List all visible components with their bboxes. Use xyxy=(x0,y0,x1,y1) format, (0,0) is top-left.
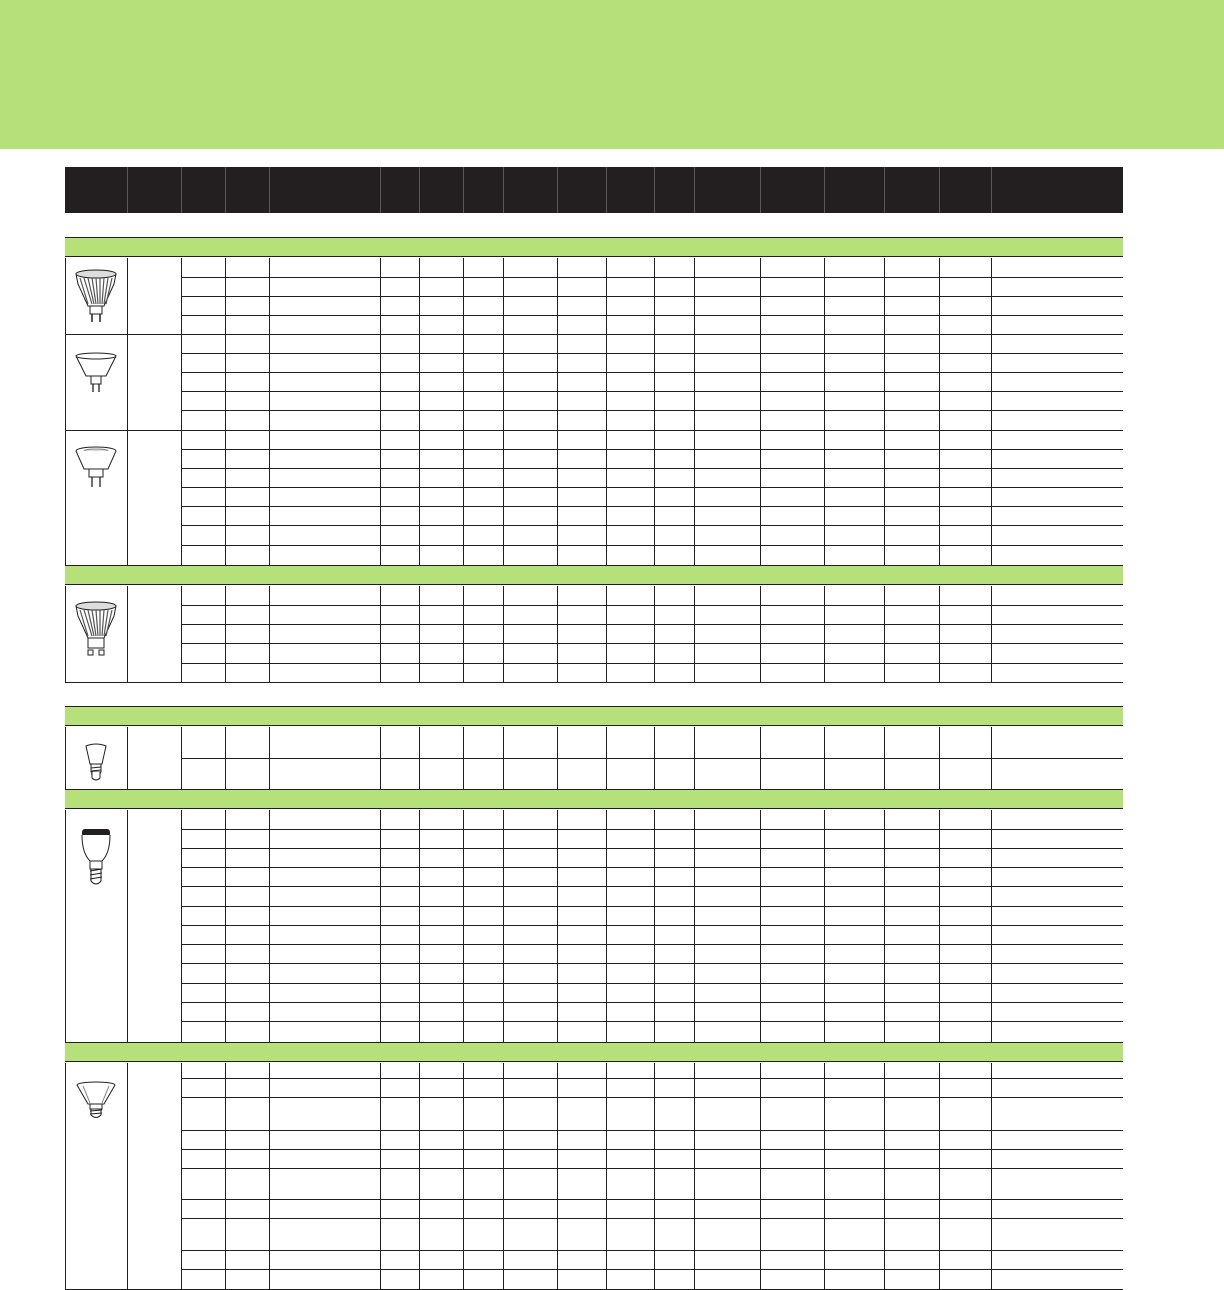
column-divider xyxy=(463,810,464,1042)
column-divider xyxy=(65,258,66,565)
table-row xyxy=(181,1002,1123,1003)
r20-bulb-icon xyxy=(78,827,114,889)
column-header xyxy=(463,167,503,213)
table-row xyxy=(181,296,1123,297)
column-header xyxy=(225,167,269,213)
section-label xyxy=(65,710,71,721)
table-row xyxy=(181,983,1123,984)
column-header xyxy=(991,167,1123,213)
table-row xyxy=(181,487,1123,488)
column-divider xyxy=(557,258,558,565)
column-divider xyxy=(269,258,270,565)
table-row xyxy=(181,1149,1123,1150)
table-row xyxy=(181,277,1123,278)
column-divider xyxy=(181,258,182,565)
table-row xyxy=(181,829,1123,830)
table-row xyxy=(181,605,1123,606)
gu10-led-bulb-icon xyxy=(74,600,118,658)
table-row xyxy=(181,545,1123,546)
column-header xyxy=(939,167,991,213)
column-header xyxy=(884,167,939,213)
column-divider xyxy=(419,586,420,682)
column-divider xyxy=(269,810,270,1042)
par-bulb-icon xyxy=(75,1080,117,1122)
column-divider xyxy=(884,810,885,1042)
section-band xyxy=(65,565,1123,585)
column-divider xyxy=(557,810,558,1042)
column-divider xyxy=(463,258,464,565)
table-row xyxy=(181,963,1123,964)
column-divider xyxy=(380,258,381,565)
table-row xyxy=(181,944,1123,945)
column-divider xyxy=(694,586,695,682)
column-divider xyxy=(760,258,761,565)
column-divider xyxy=(760,586,761,682)
column-divider xyxy=(65,586,66,682)
column-header xyxy=(380,167,419,213)
column-divider xyxy=(503,586,504,682)
column-divider xyxy=(127,810,128,1042)
column-divider xyxy=(991,586,992,682)
column-header xyxy=(181,167,225,213)
table-header xyxy=(65,167,1123,213)
column-divider xyxy=(225,586,226,682)
table-row xyxy=(181,906,1123,907)
column-divider xyxy=(181,810,182,1042)
column-divider xyxy=(419,258,420,565)
mr16-flat-bulb-icon xyxy=(74,445,118,491)
table-row xyxy=(181,663,1123,664)
table-row xyxy=(181,1130,1123,1131)
section-label xyxy=(65,569,71,580)
section-band xyxy=(65,1042,1123,1062)
table-row xyxy=(181,848,1123,849)
table-row xyxy=(181,1218,1123,1219)
column-divider xyxy=(694,258,695,565)
table-row xyxy=(181,525,1123,526)
column-divider xyxy=(939,258,940,565)
column-header xyxy=(503,167,557,213)
column-divider xyxy=(654,810,655,1042)
column-divider xyxy=(824,810,825,1042)
column-header xyxy=(557,167,606,213)
table-row xyxy=(181,449,1123,450)
column-divider xyxy=(606,810,607,1042)
column-divider xyxy=(65,810,66,1042)
column-divider xyxy=(127,727,128,789)
column-divider xyxy=(127,586,128,682)
column-divider xyxy=(824,586,825,682)
small-e-base-bulb-icon xyxy=(82,742,110,784)
column-header xyxy=(269,167,380,213)
column-header xyxy=(824,167,884,213)
section-band xyxy=(65,789,1123,809)
column-divider xyxy=(127,1063,128,1289)
table-row xyxy=(181,886,1123,887)
column-divider xyxy=(606,586,607,682)
column-divider xyxy=(65,727,66,789)
table-row xyxy=(181,1097,1123,1098)
table-bottom-border xyxy=(65,682,1123,683)
table-row xyxy=(181,468,1123,469)
column-divider xyxy=(380,810,381,1042)
section-label xyxy=(65,1046,71,1057)
mr16-led-bulb-icon xyxy=(74,268,118,326)
column-divider xyxy=(824,258,825,565)
table-row xyxy=(181,372,1123,373)
table-row xyxy=(181,1168,1123,1169)
column-divider xyxy=(939,810,940,1042)
column-divider xyxy=(503,258,504,565)
column-divider xyxy=(654,258,655,565)
column-divider xyxy=(991,810,992,1042)
table-row xyxy=(181,1021,1123,1022)
column-divider xyxy=(380,586,381,682)
column-divider xyxy=(225,258,226,565)
column-divider xyxy=(127,258,128,565)
table-row xyxy=(181,391,1123,392)
table-row xyxy=(181,624,1123,625)
table-row xyxy=(181,1199,1123,1200)
section-label xyxy=(65,793,71,804)
column-divider xyxy=(225,810,226,1042)
group-divider xyxy=(65,430,1123,431)
table-row xyxy=(181,506,1123,507)
column-divider xyxy=(503,810,504,1042)
column-divider xyxy=(557,586,558,682)
table-row xyxy=(181,643,1123,644)
column-header xyxy=(654,167,694,213)
column-header xyxy=(127,167,181,213)
column-header xyxy=(694,167,760,213)
section-band xyxy=(65,237,1123,257)
table-row xyxy=(181,315,1123,316)
table-row xyxy=(181,1250,1123,1251)
column-divider xyxy=(65,1063,66,1289)
section-band xyxy=(65,706,1123,726)
column-divider xyxy=(606,258,607,565)
column-divider xyxy=(884,586,885,682)
table-row xyxy=(181,410,1123,411)
column-header xyxy=(606,167,654,213)
column-divider xyxy=(269,586,270,682)
column-divider xyxy=(991,258,992,565)
table-row xyxy=(181,1078,1123,1079)
table-row xyxy=(181,867,1123,868)
table-row xyxy=(181,925,1123,926)
page-banner xyxy=(0,0,1224,149)
column-header xyxy=(65,167,127,213)
column-divider xyxy=(181,586,182,682)
column-header xyxy=(419,167,463,213)
column-divider xyxy=(884,258,885,565)
table-row xyxy=(181,353,1123,354)
column-divider xyxy=(694,810,695,1042)
column-divider xyxy=(939,586,940,682)
section-label xyxy=(65,241,71,252)
column-divider xyxy=(419,810,420,1042)
mr16-reflector-bulb-icon xyxy=(74,350,118,396)
column-divider xyxy=(760,810,761,1042)
column-header xyxy=(760,167,824,213)
group-divider xyxy=(65,334,1123,335)
table-row xyxy=(181,758,1123,759)
column-divider xyxy=(463,586,464,682)
column-divider xyxy=(654,586,655,682)
table-row xyxy=(181,1269,1123,1270)
